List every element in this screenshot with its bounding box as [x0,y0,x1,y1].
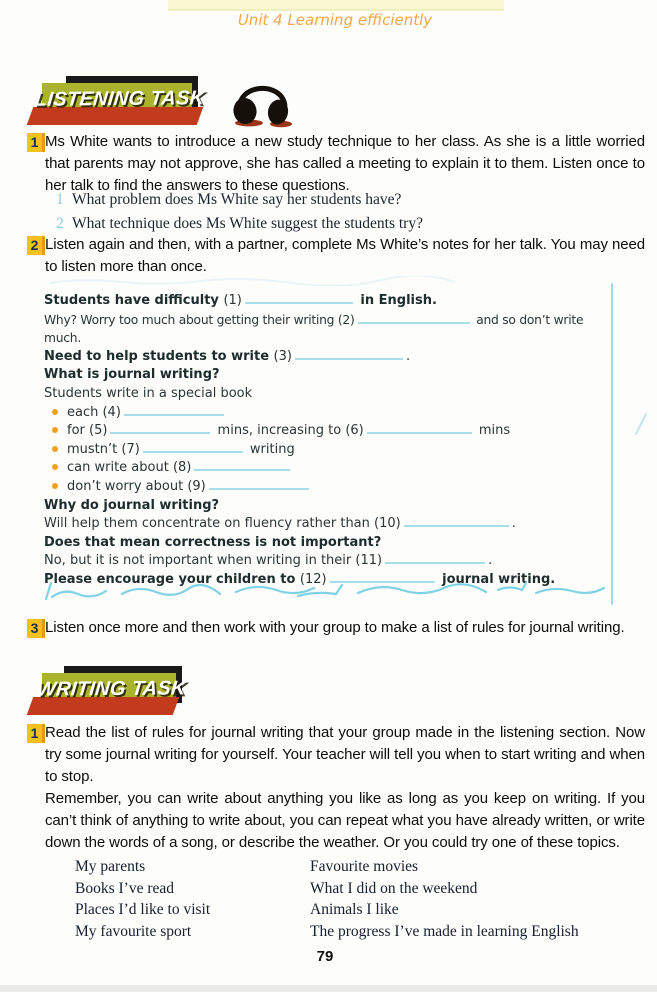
fill-in-blank[interactable] [110,422,210,434]
note-text: can write about (8) [67,460,192,476]
note-text: Will help them concentrate on fluency rather than (10) [44,516,401,532]
note-text: Why do journal writing? [44,497,220,513]
note-line [44,422,606,441]
note-text: Does that mean correctness is not important? [44,534,382,550]
question-number: 2 [56,215,64,232]
headphones-icon [228,74,294,130]
note-line [44,385,606,404]
note-line [44,292,606,311]
scribble-decoration-bottom [36,575,616,605]
fill-in-blank[interactable] [367,422,472,434]
note-text: each (4) [67,404,121,420]
question-text: What technique does Ms White suggest the students try? [72,215,423,232]
note-line [44,348,606,367]
note-text: (1) [223,293,242,308]
topic-item: The progress I’ve made in learning English [310,922,579,940]
note-line [44,534,606,553]
topic-column-left [75,856,310,942]
fill-in-blank[interactable] [295,348,403,360]
topic-item: Books I’ve read [75,879,174,897]
bullet-icon [52,446,58,452]
note-text: mustn’t (7) [67,441,140,457]
note-text: mins, increasing to (6) [213,423,364,439]
fill-in-blank[interactable] [143,441,243,453]
note-text: journal writing. [437,571,556,587]
note-line [44,497,606,516]
note-line [44,478,606,497]
writing-task-banner [28,666,238,720]
note-text: (12) [299,571,327,587]
bullet-icon [52,427,58,433]
question-number: 1 [56,191,64,208]
writing-task1-para1: Read the list of rules for journal writing that your group made in the listening section. Now try some journal writing for yourself. Your teacher will tell you when to start writing and when to stop. [45,724,645,785]
bullet-icon [52,464,58,470]
note-text: writing [245,441,295,457]
fill-in-blank[interactable] [358,312,470,324]
listening-task2-text: Listen again and then, with a partner, complete Ms White’s notes for her talk. You may need to listen more than once. [45,236,645,275]
scribble-decoration-top [42,276,462,286]
bullet-icon [52,409,58,415]
page-bottom-edge [0,985,657,992]
note-text: . [488,553,493,569]
topic-list [75,856,615,942]
note-line [44,311,606,348]
listening-task-title: LISTENING TASK [33,87,206,111]
stray-pen-mark [632,412,650,436]
note-line [44,459,606,478]
listening-task-banner [28,76,238,130]
question-row [56,215,616,233]
note-text: Please encourage your children to [44,571,300,587]
writing-task1-text [45,722,645,854]
topic-item: What I did on the weekend [310,879,478,897]
fill-in-blank[interactable] [385,552,485,564]
note-line [44,515,606,534]
topic-column-right [310,856,579,942]
note-text: for (5) [67,423,108,439]
task-number-badge: 1 [27,724,45,743]
note-text: Why? Worry too much about getting their writing (2) [44,312,355,327]
topic-item: Favourite movies [310,858,419,875]
note-text: . [511,516,516,532]
note-line [44,552,606,571]
notes-box [42,283,616,613]
bullet-icon [52,483,58,489]
unit-header-title: Unit 4 Learning efficiently [237,11,433,29]
topic-item: My parents [75,858,146,875]
note-text: in English. [355,293,437,308]
fill-in-blank[interactable] [404,515,509,527]
note-text: Students have difficulty [44,293,224,308]
note-text: Need to help students to write [44,348,274,364]
question-row [56,191,616,209]
page-top-highlight [168,0,504,11]
task-number-badge: 3 [27,619,45,638]
note-line [44,441,606,460]
note-text: No, but it is not important when writing in their (11) [44,553,383,569]
question-text: What problem does Ms White say her students have? [72,191,402,208]
note-text: mins [474,423,511,439]
fill-in-blank[interactable] [194,459,290,471]
note-text: (3) [273,348,292,364]
listening-task1-text: Ms White wants to introduce a new study technique to her class. As she is a little worried that parents may not approve, she has called a meeting to explain it to them. Listen once to her talk to find the answers to these questions. [45,133,645,194]
topic-item: My favourite sport [75,922,192,940]
fill-in-blank[interactable] [209,478,309,490]
page-number: 79 [316,948,334,965]
note-text: What is journal writing? [44,367,220,383]
note-line [44,366,606,385]
listening-task3-text: Listen once more and then work with your group to make a list of rules for journal writing. [45,619,625,636]
note-text: Students write in a special book [44,385,253,401]
listening-task1-questions [56,191,616,239]
note-text: and so don’t write much. [44,312,587,346]
notes-lines [44,292,606,590]
note-text: . [405,348,411,364]
fill-in-blank[interactable] [245,292,353,304]
note-text: don’t worry about (9) [67,478,206,494]
task-number-badge: 2 [27,236,45,255]
writing-task-title: WRITING TASK [35,677,187,701]
topic-item: Animals I like [310,901,399,918]
note-line [44,404,606,423]
notes-box-right-border [611,283,613,605]
fill-in-blank[interactable] [124,404,224,416]
writing-task1-para2: Remember, you can write about anything you like as long as you keep on writing. If you can’t think of anything to write about, you can repeat what you have already written, or write down the words of a song, or describe the weather. Or you could try one of these topics. [45,790,645,851]
task-number-badge: 1 [27,133,45,152]
topic-item: Places I’d like to visit [75,901,211,918]
